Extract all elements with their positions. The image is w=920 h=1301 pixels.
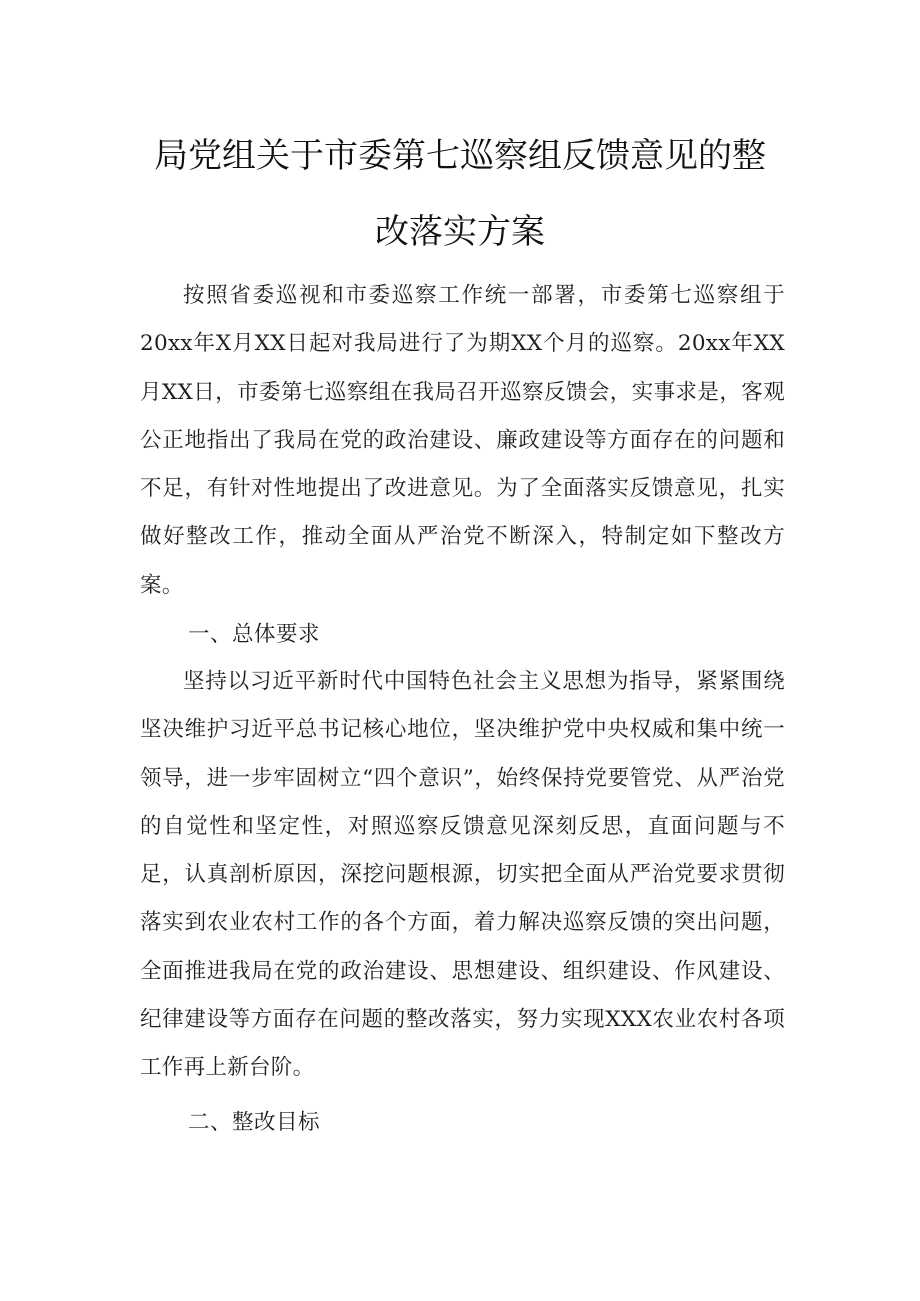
section-heading-overall-requirements: 一、总体要求 <box>188 622 321 647</box>
document-title-line-2: 改落实方案 <box>375 212 545 252</box>
intro-paragraph: 按照省委巡视和市委巡察工作统一部署，市委第七巡察组于20xx年X月XX日起对我局进行了为期XX个月的巡察。20xx年XX月XX日，市委第七巡察组在我局召开巡察反馈会，实事求是，客观公正地指出了我局在党的政治建设、廉政建设等方面存在的问题和不足，有针对性地提出了改进意见。为了全面落实反馈意见，扎实做好整改工作，推动全面从严治党不断深入，特制定如下整改方案。 <box>140 283 785 598</box>
section-heading-rectification-goals: 二、整改目标 <box>188 1110 321 1135</box>
overall-requirements-paragraph: 坚持以习近平新时代中国特色社会主义思想为指导，紧紧围绕坚决维护习近平总书记核心地位，坚决维护党中央权威和集中统一领导，进一步牢固树立“四个意识”，始终保持党要管党、从严治党的自觉性和坚定性，对照巡察反馈意见深刻反思，直面问题与不足，认真剖析原因，深挖问题根源，切实把全面从严治党要求贯彻落实到农业农村工作的各个方面，着力解决巡察反馈的突出问题，全面推进我局在党的政治建设、思想建设、组织建设、作风建设、纪律建设等方面存在问题的整改落实，努力实现XXX农业农村各项工作再上新台阶。 <box>140 669 785 1081</box>
document-title-line-1: 局党组关于市委第七巡察组反馈意见的整 <box>154 136 766 176</box>
